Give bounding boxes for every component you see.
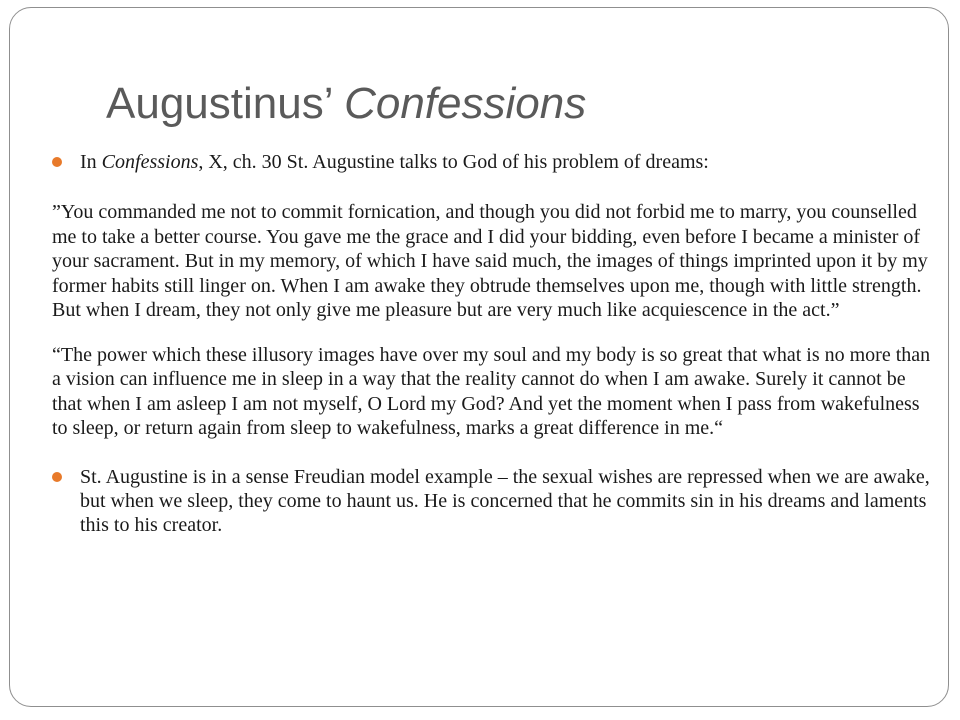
bullet-freudian-text: St. Augustine is in a sense Freudian model example – the sexual wishes are repressed when we are awake, but when we sleep, they come to haunt us. He is concerned that he commits sin in his dreams and laments this to his creator. <box>80 465 930 536</box>
bullet-intro-italic: Confessions <box>101 151 199 173</box>
bullet-icon <box>52 472 62 482</box>
bullet-intro-rest: , X, ch. 30 St. Augustine talks to God of his problem of dreams: <box>198 151 709 173</box>
slide-body <box>52 150 932 537</box>
bullet-icon <box>52 157 62 167</box>
bullet-item-freudian <box>52 465 932 537</box>
title-plain: Augustinus’ <box>106 79 345 128</box>
quote-paragraph-2: “The power which these illusory images have over my soul and my body is so great that what is no more than a vision can influence me in sleep in a way that the reality cannot do when I am awake. Surely it cannot be that when I am asleep I am not myself, O Lord my God? And yet the moment when I pass from wakefulness to sleep, or return again from sleep to wakefulness, marks a great difference in me.“ <box>52 343 931 439</box>
quote-paragraph-1: ”You commanded me not to commit fornication, and though you did not forbid me to marry, you counselled me to take a better course. You gave me the grace and I did your bidding, even before I became a minister of your sacrament. But in my memory, of which I have said much, the images of things imprinted upon it by my former habits still linger on. When I am awake they obtrude themselves upon me, though with little strength. But when I dream, they not only give me pleasure but are very much like acquiescence in the act.” <box>52 201 928 321</box>
bullet-intro-prefix: In <box>80 151 102 173</box>
bullet-item-intro <box>52 150 932 174</box>
title-italic: Confessions <box>344 79 587 128</box>
slide-title <box>106 80 586 128</box>
